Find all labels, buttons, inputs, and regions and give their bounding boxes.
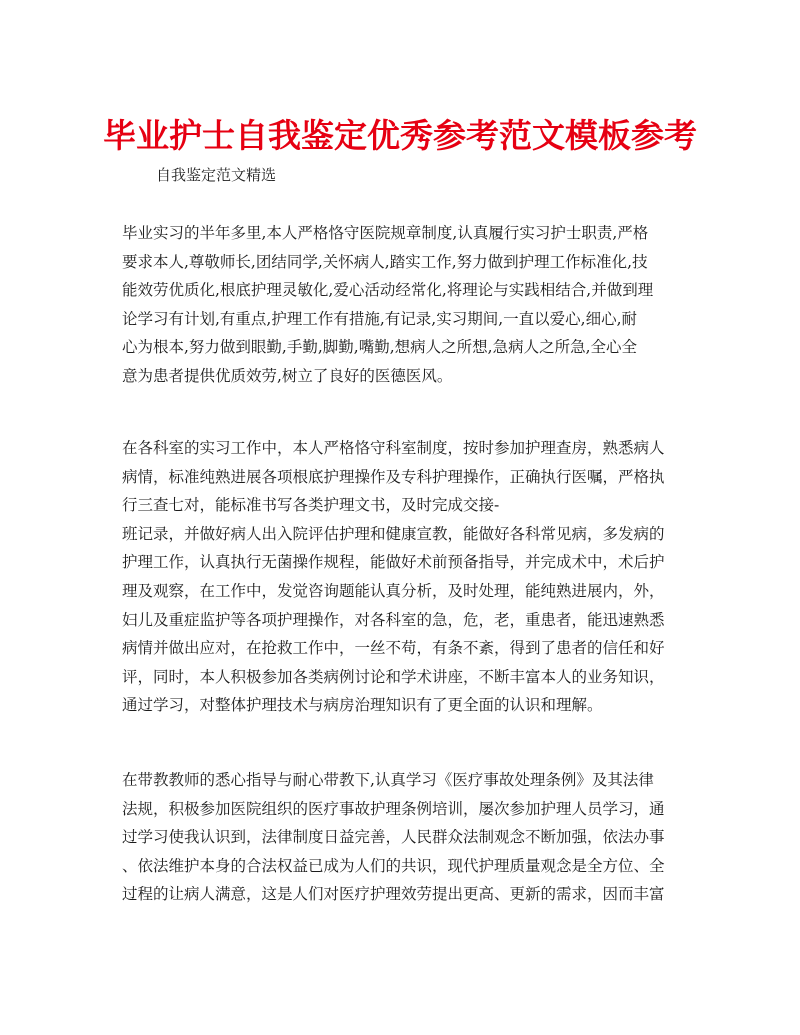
paragraph-line: 要求本人,尊敬师长,团结同学,关怀病人,踏实工作,努力做到护理工作标准化,技 xyxy=(122,252,648,271)
document-subtitle: 自我鉴定范文精选 xyxy=(156,166,277,184)
paragraph-line: 病情，标准纯熟进展各项根底护理操作及专科护理操作，正确执行医嘱，严格执 xyxy=(122,467,665,486)
paragraph-1 xyxy=(122,219,682,391)
paragraph-line: 论学习有计划,有重点,护理工作有措施,有记录,实习期间,一直以爱心,细心,耐 xyxy=(122,309,637,328)
paragraph-line: 妇儿及重症监护等各项护理操作，对各科室的急，危，老，重患者，能迅速熟悉 xyxy=(122,610,665,629)
paragraph-line: 班记录，并做好病人出入院评估护理和健康宣教，能做好各科常见病，多发病的 xyxy=(122,524,665,543)
paragraph-line: 行三查七对，能标准书写各类护理文书，及时完成交接- xyxy=(122,496,500,515)
paragraph-line: 法规，积极参加医院组织的医疗事故护理条例培训，屡次参加护理人员学习，通 xyxy=(122,799,665,818)
paragraph-line: 理及观察，在工作中，发觉咨询题能认真分析，及时处理，能纯熟进展内，外， xyxy=(122,581,665,600)
paragraph-line: 过程的让病人满意，这是人们对医疗护理效劳提出更高、更新的需求，因而丰富 xyxy=(122,885,665,904)
paragraph-line: 评，同时，本人积极参加各类病例讨论和学术讲座，不断丰富本人的业务知识， xyxy=(122,667,665,686)
paragraph-line: 过学习使我认识到，法律制度日益完善，人民群众法制观念不断加强，依法办事 xyxy=(122,828,665,847)
paragraph-line: 病情并做出应对，在抢救工作中，一丝不苟，有条不紊，得到了患者的信任和好 xyxy=(122,639,665,658)
paragraph-line: 护理工作，认真执行无菌操作规程，能做好术前预备指导，并完成术中，术后护 xyxy=(122,553,665,572)
paragraph-3 xyxy=(122,766,682,909)
paragraph-line: 意为患者提供优质效劳,树立了良好的医德医风。 xyxy=(122,366,453,385)
paragraph-line: 能效劳优质化,根底护理灵敏化,爱心活动经常化,将理论与实践相结合,并做到理 xyxy=(122,281,654,300)
paragraph-line: 在带教教师的悉心指导与耐心带教下,认真学习《医疗事故处理条例》及其法律 xyxy=(122,771,654,789)
paragraph-line: 、依法维护本身的合法权益已成为人们的共识，现代护理质量观念是全方位、全 xyxy=(122,856,665,875)
paragraph-2 xyxy=(122,434,682,720)
paragraph-line: 通过学习，对整体护理技术与病房治理知识有了更全面的认识和理解。 xyxy=(122,696,603,715)
paragraph-line: 毕业实习的半年多里,本人严格恪守医院规章制度,认真履行实习护士职责,严格 xyxy=(122,224,649,242)
paragraph-line: 在各科室的实习工作中，本人严格恪守科室制度，按时参加护理查房，熟悉病人 xyxy=(122,439,665,457)
paragraph-line: 心为根本,努力做到眼勤,手勤,脚勤,嘴勤,想病人之所想,急病人之所急,全心全 xyxy=(122,338,637,357)
document-title: 毕业护士自我鉴定优秀参考范文模板参考 xyxy=(103,116,697,155)
